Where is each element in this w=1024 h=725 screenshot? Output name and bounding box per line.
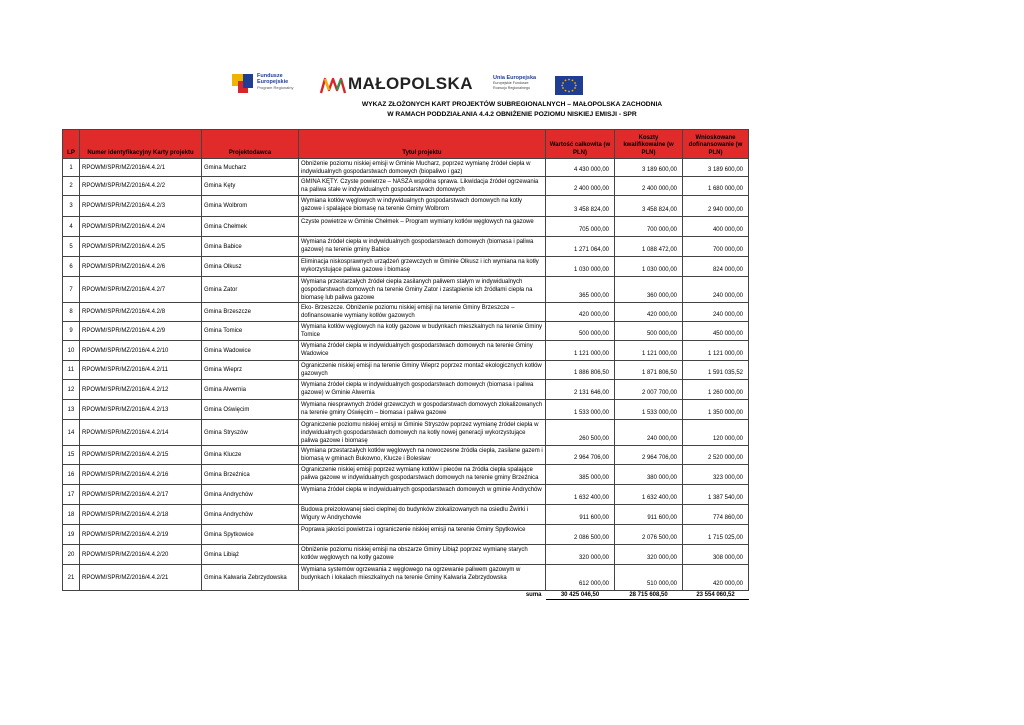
- row-total: 260 500,00: [546, 420, 615, 446]
- row-applicant: Gmina Brzeźnica: [202, 465, 299, 485]
- row-title: Obniżenie poziomu niskiej emisji na obszarze Gminy Libiąż poprzez wymianę starych kotłów węglowych na kotły gazowe: [299, 545, 546, 565]
- projects-table: [62, 129, 749, 600]
- header-title: Tytuł projektu: [299, 130, 546, 159]
- row-total: 320 000,00: [546, 545, 615, 565]
- row-total: 365 000,00: [546, 277, 615, 303]
- row-lp: 20: [63, 545, 80, 565]
- table-row: [63, 303, 749, 322]
- table-row: [63, 400, 749, 420]
- row-lp: 17: [63, 485, 80, 505]
- row-applicant: Gmina Klucze: [202, 446, 299, 465]
- row-number: RPOWM/SPR/MZ/2016/4.4.2/9: [80, 322, 202, 341]
- row-total: 1 886 806,50: [546, 361, 615, 380]
- fe-emblem-icon: [232, 74, 254, 96]
- row-number: RPOWM/SPR/MZ/2016/4.4.2/19: [80, 525, 202, 545]
- row-total: 2 086 500,00: [546, 525, 615, 545]
- row-total: 1 632 400,00: [546, 485, 615, 505]
- row-total: 2 131 646,00: [546, 380, 615, 400]
- row-total: 2 400 000,00: [546, 177, 615, 196]
- unia-europejska-logo: [493, 74, 587, 98]
- row-title: Eliminacja niskosprawnych urządzeń grzewczych w Gminie Olkusz i ich wymiana na kotły wykorzystujące paliwa gazowe i biomasę: [299, 257, 546, 277]
- row-lp: 12: [63, 380, 80, 400]
- row-applicant: Gmina Zator: [202, 277, 299, 303]
- row-applicant: Gmina Libiąż: [202, 545, 299, 565]
- row-requested: 1 387 540,00: [683, 485, 749, 505]
- row-title: Wymiana przestarzałych kotłów węglowych na nowoczesne źródła ciepła, zasilane gazem i biomasą w gminach Bukowno, Klucze i Bolesław: [299, 446, 546, 465]
- row-lp: 15: [63, 446, 80, 465]
- row-total: 420 000,00: [546, 303, 615, 322]
- row-number: RPOWM/SPR/MZ/2016/4.4.2/15: [80, 446, 202, 465]
- row-eligible: 420 000,00: [615, 303, 683, 322]
- row-applicant: Gmina Andrychów: [202, 485, 299, 505]
- document-title-line1: WYKAZ ZŁOŻONYCH KART PROJEKTÓW SUBREGIONALNYCH – MAŁOPOLSKA ZACHODNIA: [361, 101, 663, 108]
- sum-label: suma: [525, 592, 542, 599]
- row-applicant: Gmina Kalwaria Zebrzydowska: [202, 565, 299, 591]
- eu-flag-icon: [555, 76, 583, 95]
- table-row: [63, 380, 749, 400]
- row-title: Czyste powietrze w Gminie Chełmek – Program wymiany kotłów węglowych na gazowe: [299, 217, 546, 237]
- row-lp: 13: [63, 400, 80, 420]
- row-total: 385 000,00: [546, 465, 615, 485]
- document-title: [0, 100, 1024, 120]
- row-number: RPOWM/SPR/MZ/2016/4.4.2/4: [80, 217, 202, 237]
- row-total: 3 458 824,00: [546, 196, 615, 217]
- sum-eligible: 28 715 608,50: [615, 591, 683, 600]
- row-total: 4 430 000,00: [546, 159, 615, 177]
- row-total: 705 000,00: [546, 217, 615, 237]
- row-title: Wymiana kotłów węglowych w indywidualnych gospodarstwach domowych na kotły gazowe i spalające biomasę na terenie Gminy Wolbrom: [299, 196, 546, 217]
- row-title: Wymiana źródeł ciepła w indywidualnych gospodarstwach domowych w gminie Andrychów: [299, 485, 546, 505]
- row-applicant: Gmina Wolbrom: [202, 196, 299, 217]
- row-number: RPOWM/SPR/MZ/2016/4.4.2/17: [80, 485, 202, 505]
- row-requested: 824 000,00: [683, 257, 749, 277]
- table-row: [63, 505, 749, 525]
- table-row: [63, 465, 749, 485]
- row-number: RPOWM/SPR/MZ/2016/4.4.2/13: [80, 400, 202, 420]
- row-applicant: Gmina Chełmek: [202, 217, 299, 237]
- table-row: [63, 257, 749, 277]
- row-requested: 240 000,00: [683, 277, 749, 303]
- row-applicant: Gmina Olkusz: [202, 257, 299, 277]
- row-requested: 1 121 000,00: [683, 341, 749, 361]
- row-title: Wymiana kotłów węglowych na kotły gazowe w budynkach mieszkalnych na terenie Gminy Tomice: [299, 322, 546, 341]
- malopolska-emblem-icon: [320, 76, 346, 94]
- row-requested: 2 940 000,00: [683, 196, 749, 217]
- table-row: [63, 341, 749, 361]
- table-row: [63, 237, 749, 257]
- row-requested: 420 000,00: [683, 565, 749, 591]
- row-total: 1 533 000,00: [546, 400, 615, 420]
- row-applicant: Gmina Babice: [202, 237, 299, 257]
- row-title: Wymiana źródeł ciepła w indywidualnych gospodarstwach domowych (biomasa i paliwa gazowe) na terenie gminy Babice: [299, 237, 546, 257]
- row-number: RPOWM/SPR/MZ/2016/4.4.2/16: [80, 465, 202, 485]
- row-applicant: Gmina Alwernia: [202, 380, 299, 400]
- row-lp: 5: [63, 237, 80, 257]
- header-lp: LP: [63, 130, 80, 159]
- row-lp: 19: [63, 525, 80, 545]
- row-applicant: Gmina Mucharz: [202, 159, 299, 177]
- row-number: RPOWM/SPR/MZ/2016/4.4.2/18: [80, 505, 202, 525]
- table-header-row: [63, 130, 749, 159]
- table-row: [63, 196, 749, 217]
- row-applicant: Gmina Spytkowice: [202, 525, 299, 545]
- table-row: [63, 159, 749, 177]
- row-eligible: 240 000,00: [615, 420, 683, 446]
- row-requested: 1 350 000,00: [683, 400, 749, 420]
- row-requested: 1 260 000,00: [683, 380, 749, 400]
- row-lp: 2: [63, 177, 80, 196]
- row-lp: 18: [63, 505, 80, 525]
- row-number: RPOWM/SPR/MZ/2016/4.4.2/8: [80, 303, 202, 322]
- fundusze-europejskie-logo: [232, 72, 312, 98]
- sum-row: [63, 591, 749, 600]
- row-lp: 11: [63, 361, 80, 380]
- row-eligible: 1 632 400,00: [615, 485, 683, 505]
- row-applicant: Gmina Kęty: [202, 177, 299, 196]
- document-title-line2: W RAMACH PODDZIAŁANIA 4.4.2 OBNIŻENIE POZIOMU NISKIEJ EMISJI - SPR: [387, 111, 637, 118]
- row-title: Ograniczenie poziomu niskiej emisji w Gminie Stryszów poprzez wymianę źródeł ciepła w indywidualnych gospodarstwach domowych na kotły nowej generacji wykorzystujące paliwa gazowe i biomasę: [299, 420, 546, 446]
- row-requested: 120 000,00: [683, 420, 749, 446]
- malopolska-logo: [320, 74, 472, 98]
- row-number: RPOWM/SPR/MZ/2016/4.4.2/7: [80, 277, 202, 303]
- row-applicant: Gmina Wadowice: [202, 341, 299, 361]
- ue-logo-line3: Rozwoju Regionalnego: [493, 85, 530, 90]
- row-title: Wymiana systemów ogrzewania z węglowego na ogrzewanie paliwem gazowym w budynkach i lokalach mieszkalnych na terenie Gminy Kalwaria Zebrzydowska: [299, 565, 546, 591]
- row-title: Wymiana źródeł ciepła w indywidualnych gospodarstwach domowych (biomasa i paliwa gazowe) w Gminie Alwernia: [299, 380, 546, 400]
- row-title: Budowa preizolowanej sieci cieplnej do budynków zlokalizowanych na osiedlu Żwirki i Wigury w Andrychowie: [299, 505, 546, 525]
- row-eligible: 911 600,00: [615, 505, 683, 525]
- table-row: [63, 361, 749, 380]
- row-eligible: 500 000,00: [615, 322, 683, 341]
- header-number: Numer identyfikacyjny Karty projektu: [80, 130, 202, 159]
- row-requested: 240 000,00: [683, 303, 749, 322]
- table-row: [63, 177, 749, 196]
- sum-requested: 23 554 060,52: [683, 591, 749, 600]
- row-total: 2 964 706,00: [546, 446, 615, 465]
- row-total: 500 000,00: [546, 322, 615, 341]
- row-eligible: 2 400 000,00: [615, 177, 683, 196]
- logo-bar: [232, 70, 586, 100]
- row-title: Wymiana źródeł ciepła w indywidualnych gospodarstwach domowych na terenie Gminy Wadowice: [299, 341, 546, 361]
- row-eligible: 380 000,00: [615, 465, 683, 485]
- row-applicant: Gmina Oświęcim: [202, 400, 299, 420]
- row-total: 911 600,00: [546, 505, 615, 525]
- row-applicant: Gmina Brzeszcze: [202, 303, 299, 322]
- row-requested: 700 000,00: [683, 237, 749, 257]
- row-lp: 6: [63, 257, 80, 277]
- row-requested: 308 000,00: [683, 545, 749, 565]
- ue-logo-line1: Unia Europejska: [493, 75, 537, 81]
- row-requested: 3 189 600,00: [683, 159, 749, 177]
- ue-logo-line2: Europejskie Fundusze: [493, 81, 529, 85]
- header-requested: Wnioskowane dofinansowanie (w PLN): [683, 130, 749, 159]
- row-requested: 774 860,00: [683, 505, 749, 525]
- row-number: RPOWM/SPR/MZ/2016/4.4.2/12: [80, 380, 202, 400]
- sum-total: 30 425 046,50: [546, 591, 615, 600]
- row-lp: 4: [63, 217, 80, 237]
- row-eligible: 1 030 000,00: [615, 257, 683, 277]
- fe-logo-line3: Program Regionalny: [257, 85, 294, 90]
- row-total: 612 000,00: [546, 565, 615, 591]
- row-requested: 2 520 000,00: [683, 446, 749, 465]
- row-eligible: 510 000,00: [615, 565, 683, 591]
- row-eligible: 1 088 472,00: [615, 237, 683, 257]
- row-applicant: Gmina Tomice: [202, 322, 299, 341]
- row-title: Poprawa jakości powietrza i ograniczenie niskiej emisji na terenie Gminy Spytkowice: [299, 525, 546, 545]
- header-total: Wartość całkowita (w PLN): [546, 130, 615, 159]
- row-eligible: 1 871 806,50: [615, 361, 683, 380]
- table-row: [63, 545, 749, 565]
- row-eligible: 700 000,00: [615, 217, 683, 237]
- row-lp: 1: [63, 159, 80, 177]
- row-number: RPOWM/SPR/MZ/2016/4.4.2/14: [80, 420, 202, 446]
- row-eligible: 1 121 000,00: [615, 341, 683, 361]
- row-lp: 21: [63, 565, 80, 591]
- row-lp: 14: [63, 420, 80, 446]
- table-row: [63, 565, 749, 591]
- row-requested: 1 715 025,00: [683, 525, 749, 545]
- table-row: [63, 277, 749, 303]
- row-lp: 3: [63, 196, 80, 217]
- row-eligible: 1 533 000,00: [615, 400, 683, 420]
- row-lp: 9: [63, 322, 80, 341]
- row-title: Obniżenie poziomu niskiej emisji w Gminie Mucharz, poprzez wymianę źródeł ciepła w indywidualnych gospodarstwach domowych (biopaliwo i gaz): [299, 159, 546, 177]
- table-row: [63, 322, 749, 341]
- row-requested: 323 000,00: [683, 465, 749, 485]
- row-total: 1 030 000,00: [546, 257, 615, 277]
- row-requested: 400 000,00: [683, 217, 749, 237]
- row-number: RPOWM/SPR/MZ/2016/4.4.2/20: [80, 545, 202, 565]
- row-title: Wymiana przestarzałych źródeł ciepła zasilanych paliwem stałym w indywidualnych gospodarstwach domowych na terenie Gminy Zator i zastąpienie ich źródłami ciepła na biomasę lub paliwa gazowe: [299, 277, 546, 303]
- row-number: RPOWM/SPR/MZ/2016/4.4.2/6: [80, 257, 202, 277]
- table-row: [63, 525, 749, 545]
- row-applicant: Gmina Stryszów: [202, 420, 299, 446]
- row-lp: 8: [63, 303, 80, 322]
- row-lp: 7: [63, 277, 80, 303]
- row-number: RPOWM/SPR/MZ/2016/4.4.2/10: [80, 341, 202, 361]
- row-title: Ograniczenie niskiej emisji na terenie Gminy Wieprz poprzez montaż ekologicznych kotłów gazowych: [299, 361, 546, 380]
- row-title: Wymiana niesprawnych źródeł grzewczych w gospodarstwach domowych zlokalizowanych na terenie gminy Oświęcim – biomasa i paliwa gazowe: [299, 400, 546, 420]
- row-title: GMINA KĘTY. Czyste powietrze – NASZA wspólna sprawa. Likwidacja źródeł ogrzewania na paliwa stałe w indywidualnych gospodarstwach domowych: [299, 177, 546, 196]
- row-number: RPOWM/SPR/MZ/2016/4.4.2/21: [80, 565, 202, 591]
- row-title: Eko- Brzeszcze. Obniżenie poziomu niskiej emisji na terenie Gminy Brzeszcze – dofinansowanie wymiany kotłów gazowych: [299, 303, 546, 322]
- row-requested: 1 680 000,00: [683, 177, 749, 196]
- row-eligible: 2 076 500,00: [615, 525, 683, 545]
- header-eligible: Koszty kwalifikowalne (w PLN): [615, 130, 683, 159]
- row-number: RPOWM/SPR/MZ/2016/4.4.2/5: [80, 237, 202, 257]
- row-number: RPOWM/SPR/MZ/2016/4.4.2/1: [80, 159, 202, 177]
- row-number: RPOWM/SPR/MZ/2016/4.4.2/3: [80, 196, 202, 217]
- row-lp: 16: [63, 465, 80, 485]
- table-row: [63, 217, 749, 237]
- table-row: [63, 420, 749, 446]
- row-lp: 10: [63, 341, 80, 361]
- table-row: [63, 446, 749, 465]
- row-eligible: 320 000,00: [615, 545, 683, 565]
- row-eligible: 360 000,00: [615, 277, 683, 303]
- row-eligible: 2 007 700,00: [615, 380, 683, 400]
- row-requested: 450 000,00: [683, 322, 749, 341]
- row-eligible: 2 964 706,00: [615, 446, 683, 465]
- row-applicant: Gmina Andrychów: [202, 505, 299, 525]
- row-eligible: 3 189 600,00: [615, 159, 683, 177]
- fe-logo-line1: Fundusze: [257, 73, 283, 79]
- row-eligible: 3 458 824,00: [615, 196, 683, 217]
- row-requested: 1 591 035,52: [683, 361, 749, 380]
- header-applicant: Projektodawca: [202, 130, 299, 159]
- row-total: 1 271 064,00: [546, 237, 615, 257]
- fe-logo-line2: Europejskie: [257, 79, 289, 85]
- row-number: RPOWM/SPR/MZ/2016/4.4.2/11: [80, 361, 202, 380]
- table-row: [63, 485, 749, 505]
- row-total: 1 121 000,00: [546, 341, 615, 361]
- row-number: RPOWM/SPR/MZ/2016/4.4.2/2: [80, 177, 202, 196]
- row-title: Ograniczenie niskiej emisji poprzez wymianę kotłów i pieców na źródła ciepła spalające paliwa gazowe w indywidualnych gospodarstwach domowych na terenie gminy Brzeźnica: [299, 465, 546, 485]
- row-applicant: Gmina Wieprz: [202, 361, 299, 380]
- malopolska-logo-text: MAŁOPOLSKA: [348, 74, 473, 93]
